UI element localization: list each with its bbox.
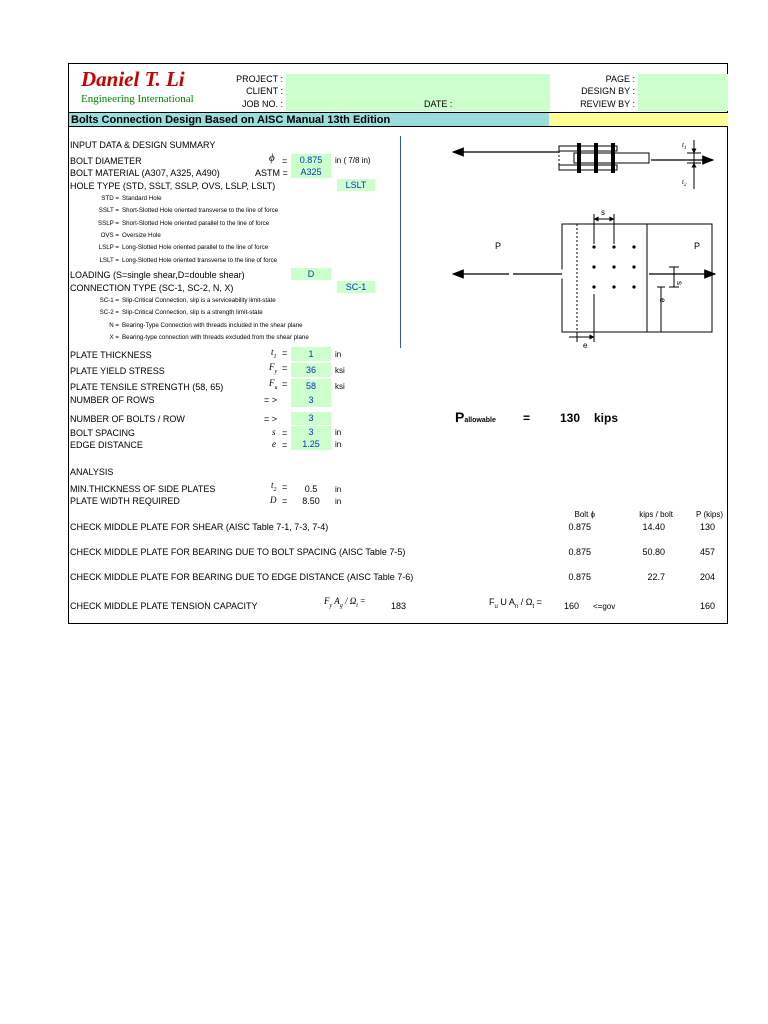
connection-diagram [449,134,719,350]
bolt-spacing-eq: = [282,428,288,438]
calculation-sheet [68,63,728,624]
check-bolt: 0.875 [568,572,591,582]
check-p: 457 [699,547,715,557]
min-thickness-eq: = [282,482,288,492]
input-heading: INPUT DATA & DESIGN SUMMARY [70,140,216,150]
bolt [611,143,615,173]
check-kips-bolt: 50.80 [642,547,665,557]
side-plate-bottom [559,165,617,170]
jobno-label: JOB NO. : [241,99,283,109]
note-code: SC-2 = [99,309,119,316]
num-bolts-row-eq: = > [264,414,278,424]
plate-thickness-input[interactable]: 1 [291,347,331,361]
plate-yield-label: PLATE YIELD STRESS [70,366,165,376]
tension-check-label: CHECK MIDDLE PLATE TENSION CAPACITY [70,601,258,611]
astm-label: ASTM = [255,168,288,178]
e-dim-bottom: e [583,341,588,350]
bolt-diameter-input[interactable]: 0.875 [291,154,331,166]
note-text: Short-Slotted Hole oriented parallel to the line of force [122,220,270,227]
edge-distance-eq: = [282,440,288,450]
edge-distance-input[interactable]: 1.25 [291,438,331,450]
t2-symbol: $t_2$ [271,480,277,493]
company-logo-name: Daniel T. Li [81,67,185,91]
bolt-spacing-input[interactable]: 3 [291,426,331,438]
check-label: CHECK MIDDLE PLATE FOR SHEAR (AISC Table 7-1, 7-3, 7-4) [70,522,329,532]
min-thickness-unit: in [335,485,342,494]
note-code: X = [109,334,119,341]
fu-u-an-omega-expression: $F_u$ U $A_n / \Omega_t$ = [489,597,542,610]
num-bolts-row-label: NUMBER OF BOLTS / ROW [70,414,185,424]
plate-tensile-unit: ksi [335,382,345,391]
side-plate-top [559,146,617,151]
note-text: Standard Hole [122,195,162,202]
note-text: Oversize Hole [122,232,161,239]
p-allowable-value: 130 [560,411,581,425]
d-symbol: D [270,495,277,505]
check-bolt: 0.875 [568,547,591,557]
check-label: CHECK MIDDLE PLATE FOR BEARING DUE TO BOLT SPACING (AISC Table 7-5) [70,547,406,557]
phi-symbol: ϕ [269,152,275,164]
check-p: 130 [699,522,715,532]
plate-width-unit: in [335,497,342,506]
check-kips-bolt: 14.40 [642,522,665,532]
col-kips-bolt-header: kips / bolt [639,510,673,519]
num-bolts-row-input[interactable]: 3 [291,412,331,425]
note-text: Slip-Critical Connection, slip is a strength limit-state [122,309,263,316]
note-text: Short-Slotted Hole oriented transverse to the line of force [122,207,279,214]
plate-tensile-eq: = [282,379,288,389]
loading-label: LOADING (S=single shear,D=double shear) [70,270,245,280]
s-dim-top: s [601,208,605,217]
p-label-left: P [495,241,502,251]
title-filler [549,112,728,127]
plate-tensile-label: PLATE TENSILE STRENGTH (58, 65) [70,382,224,392]
sheet-title: Bolts Connection Design Based on AISC Manual 13th Edition [69,112,549,127]
tension-yield-value: 183 [391,601,407,611]
check-bolt: 0.875 [568,522,591,532]
hole-type-input[interactable]: LSLT [337,179,375,191]
fy-ag-omega-expression: $F_y$ $A_g / \Omega_t$ = [324,596,366,609]
note-text: Bearing-type connection with threads excluded from the shear plane [122,334,309,341]
plate-thickness-eq: = [282,348,288,358]
s-dim-side: s [675,281,684,285]
note-text: Bearing-Type Connection with threads included in the shear plane [122,322,303,329]
page-designby-reviewby-input[interactable] [638,74,728,111]
company-logo-subtitle: Engineering International [81,93,194,105]
p-allowable-eq: = [523,411,531,425]
column-divider [400,136,401,348]
plate-yield-eq: = [282,363,288,373]
bolt-material-input[interactable]: A325 [291,166,331,178]
plate-thickness-label: PLATE THICKNESS [70,350,152,360]
note-code: LSLT = [99,257,119,264]
check-kips-bolt: 22.7 [647,572,665,582]
page-label: PAGE : [605,74,635,84]
plate-width-label: PLATE WIDTH REQUIRED [70,496,180,506]
date-input[interactable] [461,99,550,111]
p-label-right: P [694,241,701,251]
plate-yield-unit: ksi [335,366,345,375]
reviewby-label: REVIEW BY : [580,99,635,109]
note-code: OVS = [100,232,119,239]
project-label: PROJECT : [236,74,283,84]
num-rows-eq: = > [264,395,278,405]
client-label: CLIENT : [246,86,283,96]
bolt-diameter-eq: = [282,156,288,166]
note-code: LSLP = [98,244,119,251]
note-text: Long-Slotted Hole oriented transverse to the line of force [122,257,278,264]
plate-tensile-input[interactable]: 58 [291,379,331,393]
note-code: STD = [101,195,119,202]
bolt-material-label: BOLT MATERIAL (A307, A325, A490) [70,168,220,178]
plate-yield-input[interactable]: 36 [291,363,331,377]
note-code: SSLT = [98,207,119,214]
bolt-diameter-label: BOLT DIAMETER [70,156,142,166]
connection-type-input[interactable]: SC-1 [337,281,375,293]
tension-p: 160 [699,601,715,611]
check-p: 204 [699,572,715,582]
num-rows-label: NUMBER OF ROWS [70,395,155,405]
e-dim-side: e [658,298,667,303]
plan-view [453,208,715,350]
analysis-heading: ANALYSIS [70,467,114,477]
note-code: SSLP = [97,220,119,227]
note-code: SC-1 = [99,297,119,304]
designby-label: DESIGN BY : [581,86,635,96]
t2-label: $t_2$ [682,178,687,188]
governs-label: <=gov [593,602,616,611]
plate-width-eq: = [282,496,288,506]
plate-outline [562,224,712,332]
fu-symbol: $F_u$ [269,378,278,391]
plate-thickness-unit: in [335,350,342,359]
bolt-spacing-label: BOLT SPACING [70,428,136,438]
e-symbol: e [272,439,276,449]
t1-symbol: $t_1$ [271,347,277,360]
date-label: DATE : [424,99,453,109]
connection-type-label: CONNECTION TYPE (SC-1, SC-2, N, X) [70,283,234,293]
note-text: Long-Slotted Hole oriented parallel to the line of force [122,244,269,251]
p-allowable-label: Pallowable [455,409,496,425]
note-text: Slip-Critical Connection, slip is a serviceability limit-state [122,297,276,304]
fy-symbol: $F_y$ [269,362,278,375]
bolt [594,143,598,173]
bolt-diameter-unit: in ( 7/8 in) [335,156,371,165]
plate-width-value: 8.50 [302,496,320,506]
s-symbol: s [272,427,276,437]
side-view [453,140,713,189]
tension-rupture-value: 160 [564,601,580,611]
num-rows-input[interactable]: 3 [291,393,331,407]
bolt [577,143,581,173]
hole-type-label: HOLE TYPE (STD, SSLT, SSLP, OVS, LSLP, LSLT) [70,181,276,191]
p-allowable-unit: kips [594,411,619,425]
min-thickness-label: MIN.THICKNESS OF SIDE PLATES [70,484,216,494]
loading-input[interactable]: D [291,268,331,280]
bolt-spacing-unit: in [335,428,342,437]
col-bolt-header: Bolt ϕ [574,510,595,519]
col-p-header: P (kips) [696,510,723,519]
edge-distance-label: EDGE DISTANCE [70,440,143,450]
t1-label: $t_1$ [682,141,687,151]
edge-distance-unit: in [335,440,342,449]
check-label: CHECK MIDDLE PLATE FOR BEARING DUE TO EDGE DISTANCE (AISC Table 7-6) [70,572,414,582]
min-thickness-value: 0.5 [304,484,318,494]
note-code: N = [109,322,119,329]
